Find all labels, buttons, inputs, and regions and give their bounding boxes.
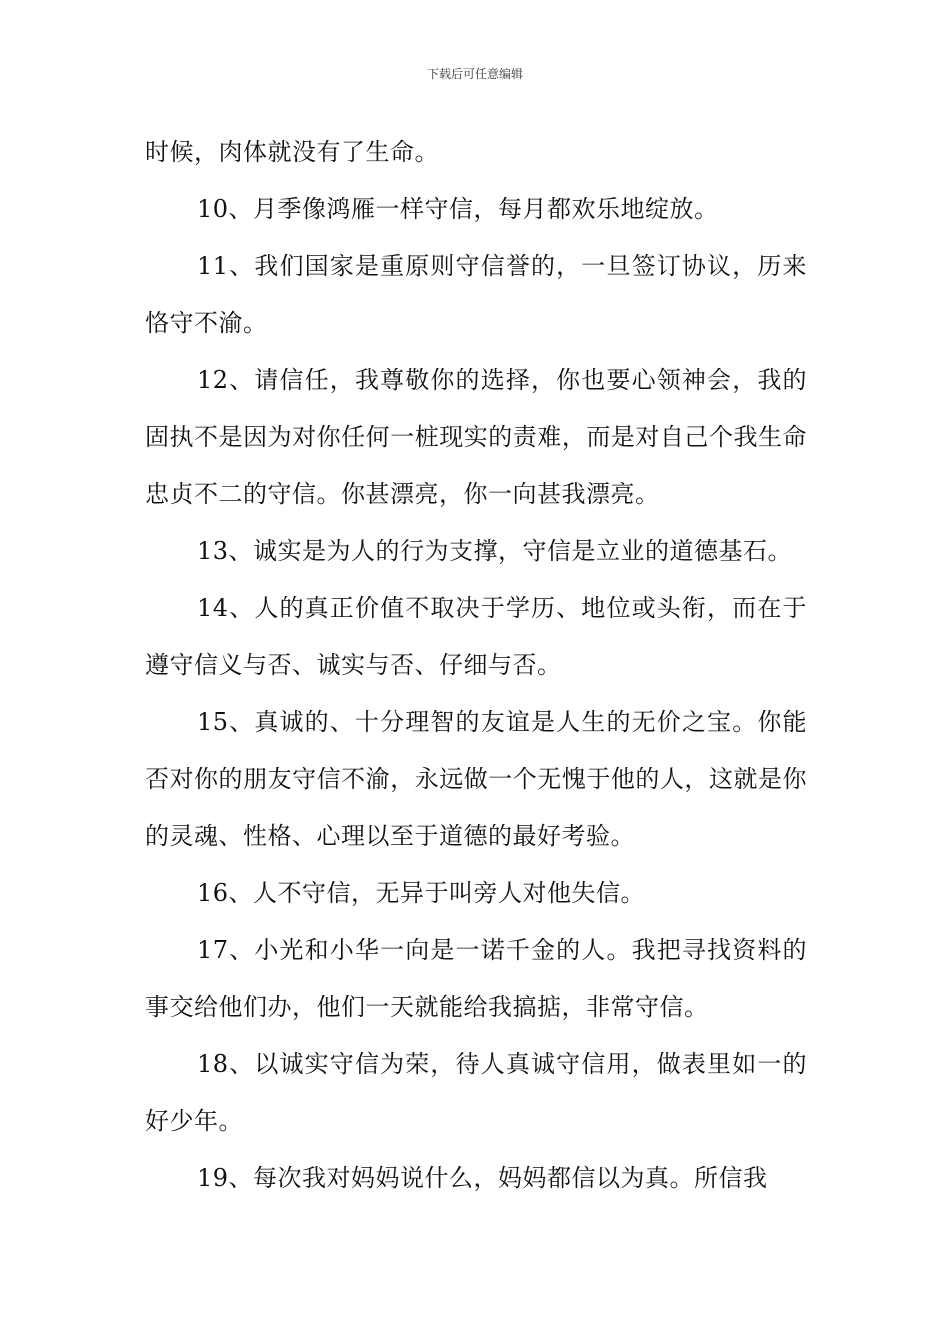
paragraph: 12、请信任，我尊敬你的选择，你也要心领神会，我的固执不是因为对你任何一桩现实的责难，而是对自己个我生命忠贞不二的守信。你甚漂亮，你一向甚我漂亮。 bbox=[145, 366, 807, 508]
paragraph: 16、人不守信，无异于叫旁人对他失信。 bbox=[197, 879, 646, 907]
page-header: 下载后可任意编辑 bbox=[426, 67, 523, 81]
paragraph: 19、每次我对妈妈说什么，妈妈都信以为真。所信我 bbox=[197, 1164, 768, 1192]
paragraph: 10、月季像鸿雁一样守信，每月都欢乐地绽放。 bbox=[197, 195, 719, 223]
paragraph: 13、诚实是为人的行为支撑，守信是立业的道德基石。 bbox=[197, 537, 793, 565]
paragraph: 17、小光和小华一向是一诺千金的人。我把寻找资料的事交给他们办，他们一天就能给我搞掂，非常守信。 bbox=[145, 936, 807, 1021]
paragraph: 18、以诚实守信为荣，待人真诚守信用，做表里如一的好少年。 bbox=[145, 1050, 807, 1135]
paragraph: 15、真诚的、十分理智的友谊是人生的无价之宝。你能否对你的朋友守信不渝，永远做一个无愧于他的人，这就是你的灵魂、性格、心理以至于道德的最好考验。 bbox=[145, 708, 807, 850]
paragraph: 时候，肉体就没有了生命。 bbox=[145, 138, 439, 166]
document-body bbox=[145, 124, 807, 1207]
paragraph: 11、我们国家是重原则守信誉的，一旦签订协议，历来恪守不渝。 bbox=[145, 252, 807, 337]
paragraph: 14、人的真正价值不取决于学历、地位或头衔，而在于遵守信义与否、诚实与否、仔细与否。 bbox=[145, 594, 807, 679]
